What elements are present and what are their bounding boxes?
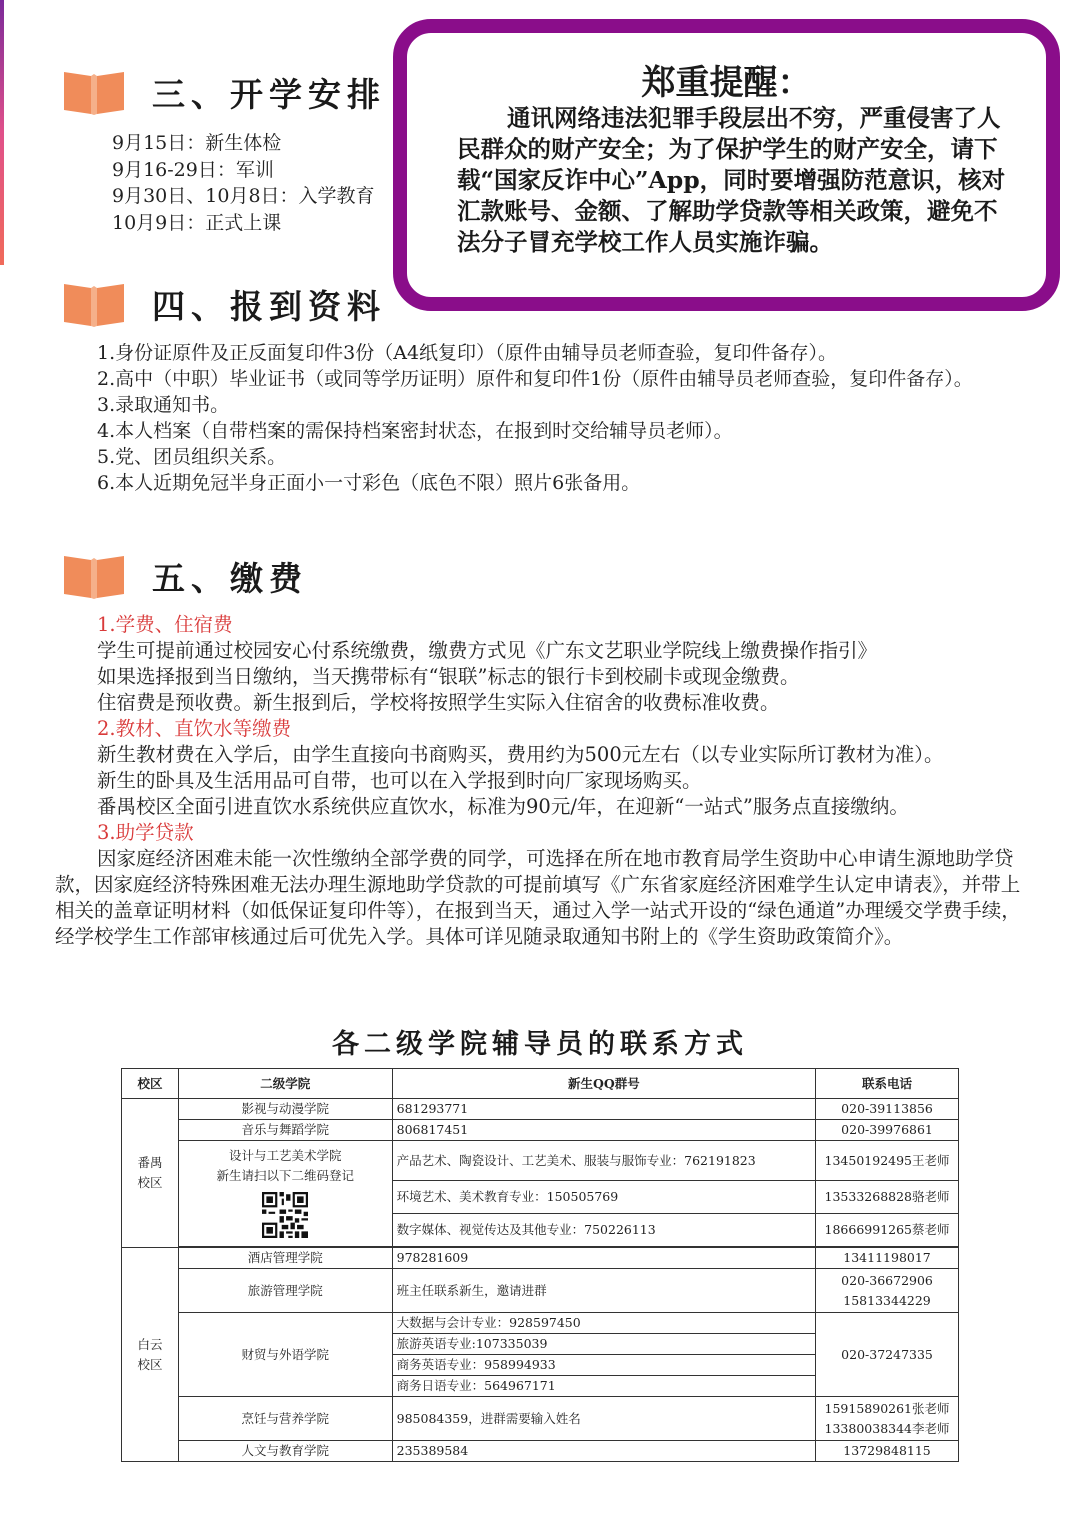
qq-cell: 235389584 — [392, 1441, 815, 1462]
college-cell: 烹饪与营养学院 — [178, 1397, 392, 1441]
phone-cell: 020-39976861 — [816, 1120, 959, 1141]
table-row — [122, 1313, 959, 1334]
edge-color-strip — [0, 0, 4, 265]
qq-cell: 978281609 — [392, 1248, 815, 1269]
fee-subheading: 2.教材、直饮水等缴费 — [97, 717, 292, 740]
phone-number: 020-36672906 — [841, 1272, 933, 1288]
college-cell: 酒店管理学院 — [178, 1248, 392, 1269]
fee-subheading: 3.助学贷款 — [97, 821, 194, 844]
table-row — [122, 1441, 959, 1462]
reminder-title: 郑重提醒： — [641, 63, 812, 103]
section-4-title: 四、报到资料 — [152, 286, 386, 326]
phone-number: 15813344229 — [843, 1292, 931, 1308]
document-item: 3.录取通知书。 — [97, 394, 230, 416]
section-4-header — [62, 280, 386, 328]
qq-cell: 商务日语专业：564967171 — [392, 1376, 815, 1397]
table-row — [122, 1248, 959, 1269]
phone-cell: 13533268828骆老师 — [816, 1181, 959, 1214]
open-book-icon — [62, 552, 126, 600]
phone-number: 13380038344李老师 — [824, 1420, 950, 1436]
college-cell: 音乐与舞蹈学院 — [178, 1120, 392, 1141]
fee-paragraph: 新生的卧具及生活用品可自带，也可以在入学报到时向厂家现场购买。 — [97, 769, 702, 792]
column-header: 新生QQ群号 — [392, 1069, 815, 1099]
open-book-icon — [62, 68, 126, 116]
phone-cell: 13411198017 — [816, 1248, 959, 1269]
fee-paragraph: 新生教材费在入学后，由学生直接向书商购买，费用约为500元左右（以专业实际所订教材为准）。 — [97, 743, 944, 766]
qq-cell: 数字媒体、视觉传达及其他专业：750226113 — [392, 1214, 815, 1247]
qq-cell: 班主任联系新生，邀请进群 — [392, 1269, 815, 1313]
section-5-header — [62, 552, 308, 600]
qq-cell: 旅游英语专业:107335039 — [392, 1334, 815, 1355]
fee-paragraph: 学生可提前通过校园安心付系统缴费，缴费方式见《广东文艺职业学院线上缴费操作指引》 — [97, 639, 878, 662]
phone-number: 15915890261张老师 — [824, 1400, 950, 1416]
section-5-title: 五、缴费 — [152, 558, 308, 598]
reminder-body — [457, 103, 1012, 258]
campus-cell: 白云 校区 — [122, 1248, 179, 1462]
college-cell — [178, 1141, 392, 1247]
document-item: 5.党、团员组织关系。 — [97, 446, 287, 468]
table-header-row — [122, 1069, 959, 1099]
fee-paragraph: 番禺校区全面引进直饮水系统供应直饮水，标准为90元/年，在迎新“一站式”服务点直接缴纳。 — [97, 795, 909, 818]
document-item: 4.本人档案（自带档案的需保持档案密封状态，在报到时交给辅导员老师）。 — [97, 420, 733, 442]
section-3-title: 三、开学安排 — [152, 74, 386, 114]
phone-cell: 18666991265蔡老师 — [816, 1214, 959, 1247]
reminder-box — [393, 19, 1060, 311]
column-header: 联系电话 — [816, 1069, 959, 1099]
fee-paragraph: 如果选择报到当日缴纳，当天携带标有“银联”标志的银行卡到校刷卡或现金缴费。 — [97, 665, 800, 688]
qq-cell: 681293771 — [392, 1099, 815, 1120]
table-row — [122, 1141, 959, 1181]
college-note: 新生请扫以下二维码登记 — [216, 1167, 355, 1183]
qq-cell: 806817451 — [392, 1120, 815, 1141]
qr-code-icon — [262, 1192, 308, 1238]
phone-cell — [816, 1397, 959, 1441]
document-item: 2.高中（中职）毕业证书（或同等学历证明）原件和复印件1份（原件由辅导员老师查验，复印件备存）。 — [97, 368, 973, 390]
table-row — [122, 1120, 959, 1141]
table-row — [122, 1269, 959, 1313]
open-book-icon — [62, 280, 126, 328]
section-3-header — [62, 68, 386, 116]
phone-cell: 020-39113856 — [816, 1099, 959, 1120]
contacts-table — [121, 1068, 959, 1462]
qq-cell: 产品艺术、陶瓷设计、工艺美术、服装与服饰专业：762191823 — [392, 1141, 815, 1181]
fee-paragraph: 因家庭经济困难未能一次性缴纳全部学费的同学，可选择在所在地市教育局学生资助中心申请生源地助学贷款，因家庭经济特殊困难无法办理生源地助学贷款的可提前填写《广东省家庭经济困难学生认定申请表》，并带上相关的盖章证明材料（如低保证复印件等），在报到当天，通过入学一站式开设的“绿色通道”办理缓交学费手续，经学校学生工作部审核通过后可优先入学。具体可详见随录取通知书附上的《学生资助政策简介》。 — [55, 847, 1021, 948]
qq-cell: 985084359，进群需要输入姓名 — [392, 1397, 815, 1441]
phone-cell: 13729848115 — [816, 1441, 959, 1462]
fee-subheading: 1.学费、住宿费 — [97, 613, 233, 636]
schedule-item: 9月16-29日：军训 — [112, 158, 274, 181]
fees-content — [55, 612, 1025, 950]
document-item: 6.本人近期免冠半身正面小一寸彩色（底色不限）照片6张备用。 — [97, 472, 641, 494]
documents-list — [55, 340, 1025, 496]
schedule-item: 9月15日：新生体检 — [112, 132, 282, 154]
college-name: 设计与工艺美术学院 — [229, 1147, 342, 1163]
document-item: 1.身份证原件及正反面复印件3份（A4纸复印）（原件由辅导员老师查验，复印件备存）。 — [97, 342, 838, 364]
column-header: 校区 — [122, 1069, 179, 1099]
schedule-item: 9月30日、10月8日：入学教育 — [112, 185, 375, 207]
phone-cell: 020-37247335 — [816, 1313, 959, 1397]
college-cell: 旅游管理学院 — [178, 1269, 392, 1313]
reminder-text: 通讯网络违法犯罪手段层出不穷，严重侵害了人民群众的财产安全；为了保护学生的财产安全，请下载“国家反诈中心”App，同时要增强防范意识，核对汇款账号、金额、了解助学贷款等相关政策，避免不法分子冒充学校工作人员实施诈骗。 — [457, 104, 1006, 256]
table-row — [122, 1099, 959, 1120]
college-cell: 财贸与外语学院 — [178, 1313, 392, 1397]
phone-cell — [816, 1269, 959, 1313]
column-header: 二级学院 — [178, 1069, 392, 1099]
contacts-table-title: 各二级学院辅导员的联系方式 — [332, 1029, 748, 1060]
fee-paragraph: 住宿费是预收费。新生报到后，学校将按照学生实际入住宿舍的收费标准收费。 — [97, 691, 780, 714]
schedule-list — [112, 130, 375, 236]
qq-cell: 商务英语专业：958994933 — [392, 1355, 815, 1376]
table-row — [122, 1397, 959, 1441]
college-cell: 影视与动漫学院 — [178, 1099, 392, 1120]
phone-cell: 13450192495王老师 — [816, 1141, 959, 1181]
campus-cell: 番禺 校区 — [122, 1099, 179, 1248]
schedule-item: 10月9日：正式上课 — [112, 211, 282, 234]
qq-cell: 大数据与会计专业：928597450 — [392, 1313, 815, 1334]
qq-cell: 环境艺术、美术教育专业：150505769 — [392, 1181, 815, 1214]
college-cell: 人文与教育学院 — [178, 1441, 392, 1462]
